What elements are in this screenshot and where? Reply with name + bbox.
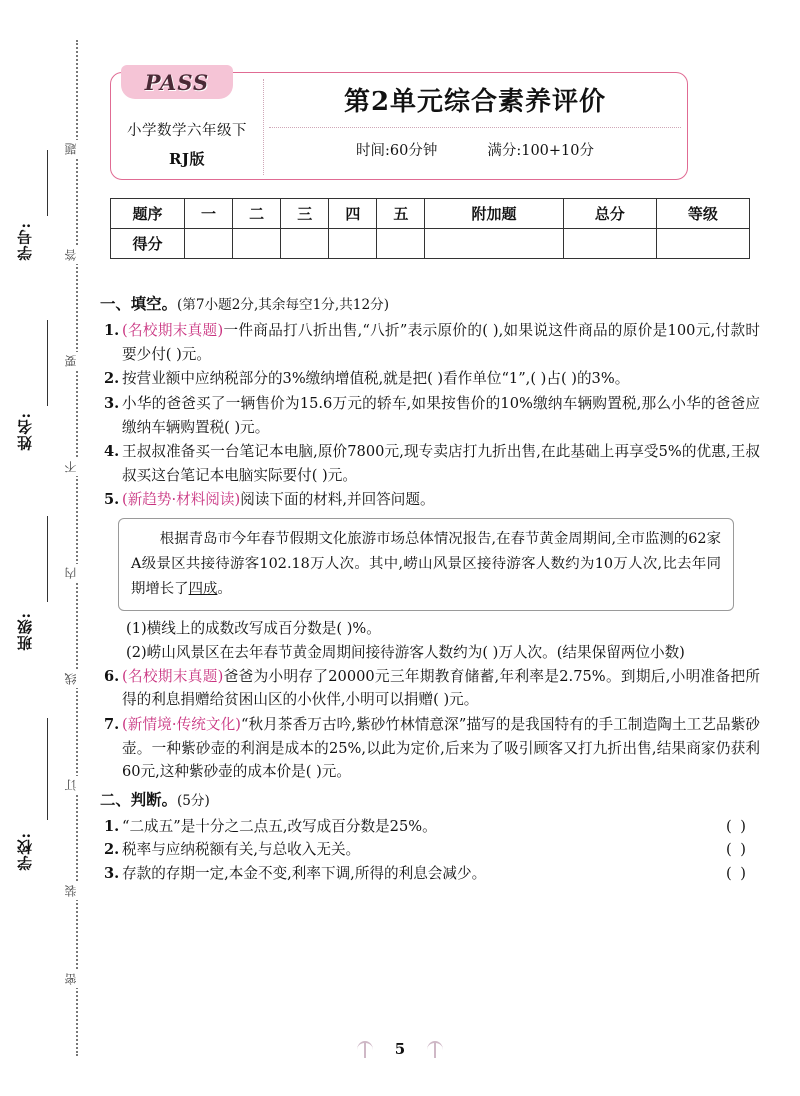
material-text-part2: 。 <box>217 580 232 597</box>
page-title: 第2单元综合素养评价 <box>343 87 607 117</box>
edition-line: RJ版 <box>168 150 206 168</box>
material-paragraph <box>131 527 721 601</box>
section-two-title: 二、判断。 <box>100 790 177 809</box>
sprout-ornament-left-icon <box>357 1040 373 1058</box>
score-cell-grade[interactable] <box>656 229 749 259</box>
section-two-points: (5分) <box>176 792 210 809</box>
true-false-item-3 <box>100 862 760 886</box>
question-2-number: 2. <box>104 370 120 388</box>
question-3-text: 小华的爸爸买了一辆售价为15.6万元的轿车,如果按售价的10%缴纳车辆购置税,那么小华的爸爸应缴纳车辆购置税( )元。 <box>122 394 760 436</box>
reading-material-box <box>118 518 734 611</box>
score-table <box>110 198 750 259</box>
true-false-item-1 <box>100 815 760 839</box>
true-false-2-number: 2. <box>104 841 120 859</box>
score-cell-2[interactable] <box>233 229 281 259</box>
question-7-tag: (新情境·传统文化) <box>122 715 241 733</box>
field-label-class: 班级: <box>16 612 34 651</box>
score-col-bonus: 附加题 <box>425 199 563 229</box>
question-5 <box>100 488 760 512</box>
score-col-5: 五 <box>377 199 425 229</box>
page-footer <box>0 1040 800 1058</box>
question-6-text: 爸爸为小明存了20000元三年期教育储蓄,年利率是2.75%。到期后,小明准备把所得的利息捐赠给贫困山区的小伙伴,小明可以捐赠( )元。 <box>122 667 760 709</box>
score-col-grade: 等级 <box>656 199 749 229</box>
pass-logo <box>121 65 233 99</box>
question-5-number: 5. <box>104 491 120 509</box>
score-cell-4[interactable] <box>329 229 377 259</box>
section-heading-fill-blank <box>100 292 760 317</box>
write-rule-4 <box>47 718 48 820</box>
question-3 <box>100 392 760 439</box>
section-heading-true-false <box>100 788 760 813</box>
binding-char-1: 答 <box>62 246 92 264</box>
score-col-3: 三 <box>281 199 329 229</box>
true-false-2-answer-slot[interactable]: ( ) <box>725 841 748 859</box>
material-text-part1: 根据青岛市今年春节假期文化旅游市场总体情况报告,在春节黄金周期间,全市监测的62家A级景区共接待游客102.18万人次。其中,崂山风景区接待游客人数约为10万人次,比去年同期增长了 <box>131 531 721 597</box>
score-cell-1[interactable] <box>185 229 233 259</box>
question-6-tag: (名校期末真题) <box>122 667 224 685</box>
section-one-title: 一、填空。 <box>100 295 177 313</box>
binding-char-3: 不 <box>62 458 92 476</box>
binding-char-2: 要 <box>62 352 92 370</box>
question-7-number: 7. <box>104 715 120 733</box>
question-1-tag: (名校期末真题) <box>122 321 224 339</box>
exam-header <box>110 69 688 180</box>
material-underlined-term: 四成 <box>188 580 218 597</box>
binding-dotted-line <box>76 40 78 1056</box>
field-label-school: 学校: <box>16 832 34 871</box>
binding-char-4: 内 <box>62 564 92 582</box>
question-1-number: 1. <box>104 321 120 339</box>
exam-body <box>100 288 760 886</box>
question-5-tag: (新趋势·材料阅读) <box>122 491 241 509</box>
question-5-sub-1: (1)横线上的成数改写成百分数是( )%。 <box>126 620 381 638</box>
true-false-3-number: 3. <box>104 865 120 883</box>
question-6 <box>100 665 760 712</box>
question-4-text: 王叔叔准备买一台笔记本电脑,原价7800元,现专卖店打九折出售,在此基础上再享受5%的优惠,王叔叔买这台笔记本电脑实际要付( )元。 <box>122 443 760 484</box>
question-1-text: 一件商品打八折出售,“八折”表示原价的( ),如果说这件商品的原价是100元,付款时要少付( )元。 <box>122 321 760 363</box>
question-2-text: 按营业额中应纳税部分的3%缴纳增值税,就是把( )看作单位“1”,( )占( )的3%。 <box>122 370 630 388</box>
true-false-3-text: 存款的存期一定,本金不变,利率下调,所得的利息会减少。 <box>122 865 487 883</box>
question-5-sub-2: (2)崂山风景区在去年春节黄金周期间接待游客人数约为( )万人次。(结果保留两位小数) <box>126 644 685 662</box>
score-cell-bonus[interactable] <box>425 229 563 259</box>
score-col-1: 一 <box>185 199 233 229</box>
header-horizontal-divider <box>269 127 681 128</box>
score-col-4: 四 <box>329 199 377 229</box>
true-false-1-number: 1. <box>104 817 120 835</box>
question-6-number: 6. <box>104 667 120 685</box>
exam-time: 时间:60分钟 <box>355 143 438 159</box>
question-7-text: “秋月茶香万古吟,紫砂竹林情意深”描写的是我国特有的手工制造陶土工艺品紫砂壶。一种紫砂壶的利润是成本的25%,以此为定价,后来为了吸引顾客又打九折出售,结果商家仍获利60元,这种紫砂壶的成本价是( )元。 <box>122 715 760 781</box>
score-col-total: 总分 <box>563 199 656 229</box>
write-rule-1 <box>47 150 48 216</box>
subject-line: 小学数学六年级下 <box>127 123 247 139</box>
exam-meta <box>263 139 687 160</box>
binding-char-0: 题 <box>62 140 92 158</box>
table-row-scores <box>111 229 750 259</box>
write-rule-3 <box>47 516 48 602</box>
question-2 <box>100 367 760 391</box>
true-false-1-text: “二成五”是十分之二点五,改写成百分数是25%。 <box>122 817 437 835</box>
binding-margin <box>0 0 100 1096</box>
question-5-text: 阅读下面的材料,并回答问题。 <box>240 491 435 509</box>
question-1 <box>100 319 760 366</box>
field-label-student-id: 学号: <box>16 222 34 261</box>
binding-char-6: 订 <box>62 776 92 794</box>
true-false-2-text: 税率与应纳税额有关,与总收入无关。 <box>122 841 361 859</box>
binding-char-5: 线 <box>62 670 92 688</box>
score-table-label-order: 题序 <box>111 199 185 229</box>
sprout-ornament-right-icon <box>427 1040 443 1058</box>
question-4 <box>100 440 760 487</box>
section-one-points: (第7小题2分,其余每空1分,共12分) <box>176 297 389 313</box>
question-4-number: 4. <box>104 443 120 461</box>
true-false-3-answer-slot[interactable]: ( ) <box>725 865 748 883</box>
score-cell-5[interactable] <box>377 229 425 259</box>
page-number: 5 <box>394 1040 406 1058</box>
header-right-block <box>263 73 687 179</box>
exam-total-score: 满分:100+10分 <box>487 143 594 159</box>
pass-logo-text: PASS <box>144 69 210 95</box>
binding-char-8: 密 <box>62 970 92 988</box>
question-7 <box>100 713 760 784</box>
true-false-item-2 <box>100 838 760 862</box>
score-cell-3[interactable] <box>281 229 329 259</box>
score-cell-total[interactable] <box>563 229 656 259</box>
write-rule-2 <box>47 320 48 406</box>
score-table-label-score: 得分 <box>111 229 185 259</box>
score-col-2: 二 <box>233 199 281 229</box>
table-row-header <box>111 199 750 229</box>
header-left-block <box>111 69 263 179</box>
true-false-1-answer-slot[interactable]: ( ) <box>725 817 748 835</box>
binding-char-7: 装 <box>62 882 92 900</box>
question-3-number: 3. <box>104 394 120 412</box>
field-label-name: 姓名: <box>16 412 34 451</box>
